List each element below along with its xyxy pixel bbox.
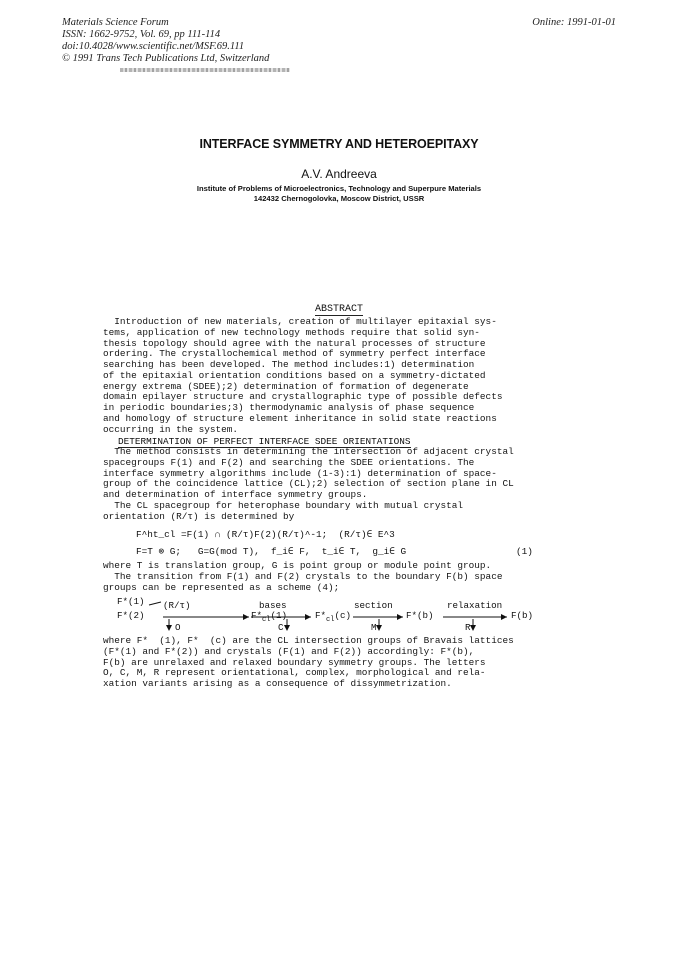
scheme-label-r: R xyxy=(465,622,471,633)
doi-line[interactable]: doi:10.4028/www.scientific.net/MSF.69.111 xyxy=(62,41,245,52)
body-line: and determination of interface symmetry groups. xyxy=(103,489,368,500)
scheme-bases: bases xyxy=(259,600,287,611)
abstract-body xyxy=(103,317,549,435)
body-line: F(b) are unrelaxed and relaxed boundary symmetry groups. The letters xyxy=(103,656,486,668)
copyright-line: © 1991 Trans Tech Publications Ltd, Switzerland xyxy=(62,53,270,64)
body-line: interface symmetry algorithms include (1-3):1) determination of space- xyxy=(103,467,497,479)
scheme-arrows xyxy=(103,596,549,632)
scheme-orientation: (R/τ) xyxy=(163,600,191,611)
paper-author: A.V. Andreeva xyxy=(301,167,377,181)
body-line: where T is translation group, G is point group or module point group. xyxy=(103,560,492,571)
issn-line: ISSN: 1662-9752, Vol. 69, pp 111-114 xyxy=(62,29,221,40)
body-line: O, C, M, R represent orientational, complex, morphological and rela- xyxy=(103,667,486,679)
section-body-a xyxy=(103,447,549,522)
scheme-relaxation: relaxation xyxy=(447,600,503,611)
abstract-line: thesis topology should agree with the natural processes of structure xyxy=(103,337,486,349)
paper-title: INTERFACE SYMMETRY AND HETEROEPITAXY xyxy=(199,137,479,151)
arrow-f1 xyxy=(149,602,161,605)
scheme-section: section xyxy=(354,600,393,611)
body-line: groups can be represented as a scheme (4); xyxy=(103,581,340,593)
body-line: spacegroups F(1) and F(2) and searching the SDEE orientations. The xyxy=(103,456,475,468)
abstract-line: of the epitaxial orientation conditions based on a symmetry-dictated xyxy=(103,369,486,381)
body-line: xation variants arising as a consequence of dissymmetrization. xyxy=(103,678,452,689)
scheme-label-c: C xyxy=(278,622,284,633)
scheme-label-m: M xyxy=(371,622,377,633)
scheme-fbstar: F*(b) xyxy=(406,610,434,621)
equation-cl-spacegroup: F^ht_cl =F(1) ∩ (R/τ)F(2)(R/τ)^-1; (R/τ)∈ E^3 xyxy=(136,529,395,540)
journal-name: Materials Science Forum xyxy=(62,17,169,28)
section-heading: DETERMINATION OF PERFECT INTERFACE SDEE ORIENTATIONS xyxy=(118,436,411,447)
transition-scheme xyxy=(103,596,549,632)
abstract-line: energy extrema (SDEE);2) determination of formation of degenerate xyxy=(103,380,469,392)
abstract-line: ordering. The crystallochemical method of symmetry perfect interface xyxy=(103,348,486,360)
scheme-label-o: O xyxy=(175,622,181,633)
abstract-heading: ABSTRACT xyxy=(314,304,363,315)
body-line: The CL spacegroup for heterophase boundary with mutual crystal xyxy=(103,499,464,511)
abstract-line: in periodic boundaries;3) thermodynamic analysis of phase sequence xyxy=(103,402,475,413)
abstract-line: and homology of structure element inheritance in solid state reactions xyxy=(103,412,497,424)
journal-header xyxy=(62,17,269,65)
scheme-fcl1: $F*_{cl}(1)$ xyxy=(251,610,287,624)
scheme-f1: F*(1) xyxy=(117,596,145,607)
abstract-line: domain epilayer structure and crystallographic type of possible defects xyxy=(103,391,503,403)
affiliation-address: 142432 Chernogolovka, Moscow District, USSR xyxy=(253,194,425,203)
scheme-fb: F(b) xyxy=(511,610,534,621)
body-line: The method consists in determining the intersection of adjacent crystal xyxy=(103,446,514,457)
scheme-fclc: $F*_{cl}(c)$ xyxy=(315,610,351,624)
scan-artifact xyxy=(120,68,290,72)
abstract-line: tems, application of new technology methods require that solid syn- xyxy=(103,326,480,338)
affiliation-institute: Institute of Problems of Microelectronics, Technology and Superpure Materials xyxy=(196,184,482,193)
body-line: orientation (R/τ) is determined by xyxy=(103,510,295,522)
body-line: The transition from F(1) and F(2) crystals to the boundary F(b) space xyxy=(103,570,503,582)
affiliation xyxy=(0,184,678,204)
equation-number: (1) xyxy=(516,546,533,557)
scheme-f2: F*(2) xyxy=(117,610,145,621)
section-body-c xyxy=(103,636,549,690)
abstract-line: searching has been developed. The method includes:1) determination xyxy=(103,359,475,370)
abstract-line: Introduction of new materials, creation of multilayer epitaxial sys- xyxy=(103,316,497,327)
body-line: group of the coincidence lattice (CL);2) selection of section plane in CL xyxy=(103,478,514,490)
online-date: Online: 1991-01-01 xyxy=(532,17,616,28)
body-line: (F*(1) and F*(2)) and crystals (F(1) and F(2)) accordingly: F*(b), xyxy=(103,645,475,657)
body-line: where F* (1), F* (c) are the CL intersection groups of Bravais lattices xyxy=(103,635,514,646)
abstract-line: occurring in the system. xyxy=(103,423,239,435)
section-body-b xyxy=(103,561,549,593)
equation-group-def: F=T ⊗ G; G=G(mod T), f_i∈ F, t_i∈ T, g_i∈ G xyxy=(136,546,407,557)
